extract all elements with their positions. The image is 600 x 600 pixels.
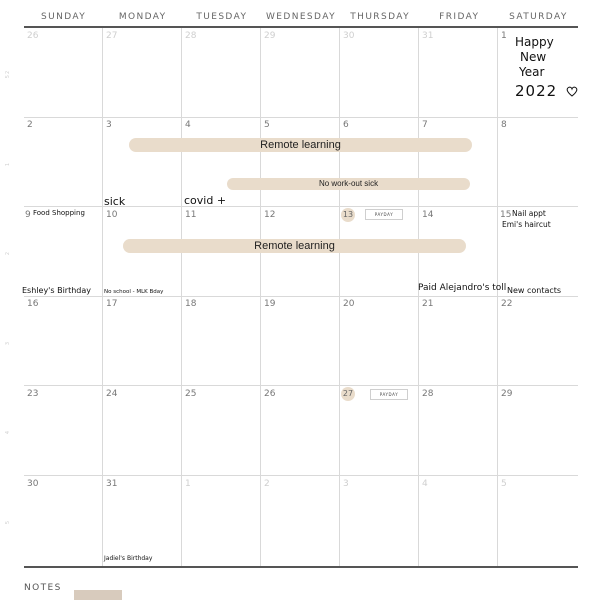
date-cell[interactable]: 2 — [27, 120, 33, 130]
date-cell[interactable]: 25 — [185, 389, 197, 399]
date-cell[interactable]: 9 — [25, 210, 31, 220]
week-label: 52 — [5, 69, 11, 79]
week-label: 5 — [5, 519, 11, 525]
date-cell[interactable]: 7 — [422, 120, 428, 130]
heart-icon — [565, 84, 579, 98]
date-cell[interactable]: 20 — [343, 299, 355, 309]
grid-hline — [24, 475, 578, 476]
note-year: Year — [519, 65, 545, 79]
date-cell[interactable]: 30 — [343, 31, 355, 41]
note-happy: Happy — [515, 35, 554, 49]
date-cell[interactable]: 4 — [185, 120, 191, 130]
note-2022: 2022 — [515, 82, 558, 100]
note-nail-appt: Nail appt — [512, 209, 546, 218]
date-cell[interactable]: 16 — [27, 299, 39, 309]
weekday-sunday: SUNDAY — [40, 12, 87, 22]
date-cell[interactable]: 26 — [27, 31, 39, 41]
week-label: 2 — [5, 250, 11, 256]
date-cell[interactable]: 29 — [501, 389, 513, 399]
highlighted-date[interactable] — [341, 208, 355, 222]
note-emis-haircut: Emi's haircut — [502, 220, 551, 229]
note-new: New — [520, 50, 547, 64]
date-cell[interactable]: 31 — [106, 479, 118, 489]
highlighted-date[interactable] — [341, 387, 355, 401]
date-cell[interactable]: 4 — [422, 479, 428, 489]
date-cell[interactable]: 22 — [501, 299, 513, 309]
weekday-tuesday: TUESDAY — [196, 12, 248, 22]
event-bar-remote-learning[interactable]: Remote learning — [123, 239, 466, 253]
grid-vline — [418, 28, 419, 566]
notes-tab-marker — [74, 590, 122, 600]
week-label: 3 — [5, 340, 11, 346]
event-bar-no-workout[interactable]: No work-out sick — [227, 178, 470, 190]
date-cell[interactable]: 3 — [106, 120, 112, 130]
date-cell[interactable]: 2 — [264, 479, 270, 489]
date-cell[interactable]: 3 — [343, 479, 349, 489]
date-cell[interactable]: 19 — [264, 299, 276, 309]
date-cell[interactable]: 6 — [343, 120, 349, 130]
note-sick: sick — [104, 195, 126, 208]
grid-vline — [102, 28, 103, 566]
date-cell[interactable]: 18 — [185, 299, 197, 309]
note-no-school-mlk: No school - MLK Bday — [104, 289, 164, 295]
note-eshleys-birthday: Eshley's Birthday — [22, 286, 92, 295]
grid-vline — [260, 28, 261, 566]
weekday-friday: FRIDAY — [439, 12, 480, 22]
date-cell[interactable]: 27 — [106, 31, 118, 41]
date-cell[interactable]: 11 — [185, 210, 197, 220]
date-cell[interactable]: 31 — [422, 31, 434, 41]
grid-hline — [24, 117, 578, 118]
date-cell[interactable]: 5 — [501, 479, 507, 489]
date-cell[interactable]: 1 — [501, 31, 507, 41]
date-cell[interactable]: 28 — [422, 389, 434, 399]
grid-bottom-divider — [24, 566, 578, 568]
date-cell[interactable]: 5 — [264, 120, 270, 130]
grid-hline — [24, 385, 578, 386]
date-cell: 13 — [342, 210, 354, 219]
grid-vline — [339, 28, 340, 566]
week-label: 4 — [5, 429, 11, 435]
weekday-wednesday: WEDNESDAY — [266, 12, 336, 22]
grid-vline — [497, 28, 498, 566]
event-bar-remote-learning[interactable]: Remote learning — [129, 138, 472, 152]
note-paid-alejandros: Paid Alejandro's toll — [418, 283, 507, 293]
date-cell: 27 — [342, 389, 354, 398]
date-cell[interactable]: 23 — [27, 389, 39, 399]
payday-tag[interactable]: PAYDAY — [365, 209, 403, 220]
weekday-thursday: THURSDAY — [350, 12, 410, 22]
note-food-shopping: Food Shopping — [33, 209, 85, 217]
payday-tag[interactable]: PAYDAY — [370, 389, 408, 400]
grid-hline — [24, 296, 578, 297]
date-cell[interactable]: 12 — [264, 210, 276, 220]
date-cell[interactable]: 10 — [106, 210, 118, 220]
weekday-header — [24, 0, 578, 26]
date-cell[interactable]: 26 — [264, 389, 276, 399]
date-cell[interactable]: 29 — [264, 31, 276, 41]
grid-vline — [181, 28, 182, 566]
date-cell[interactable]: 17 — [106, 299, 118, 309]
note-covid: covid + — [184, 194, 227, 207]
notes-heading: NOTES — [24, 583, 62, 593]
weekday-saturday: SATURDAY — [509, 12, 568, 22]
date-cell[interactable]: 24 — [106, 389, 118, 399]
note-jadiels-birthday: Jadiel's Birthday — [104, 555, 153, 562]
date-cell[interactable]: 15 — [500, 210, 512, 220]
date-cell[interactable]: 28 — [185, 31, 197, 41]
date-cell[interactable]: 14 — [422, 210, 434, 220]
date-cell[interactable]: 8 — [501, 120, 507, 130]
date-cell[interactable]: 1 — [185, 479, 191, 489]
week-label: 1 — [5, 161, 11, 167]
note-new-contacts: New contacts — [507, 286, 562, 295]
date-cell[interactable]: 30 — [27, 479, 39, 489]
weekday-monday: MONDAY — [118, 12, 167, 22]
date-cell[interactable]: 21 — [422, 299, 434, 309]
